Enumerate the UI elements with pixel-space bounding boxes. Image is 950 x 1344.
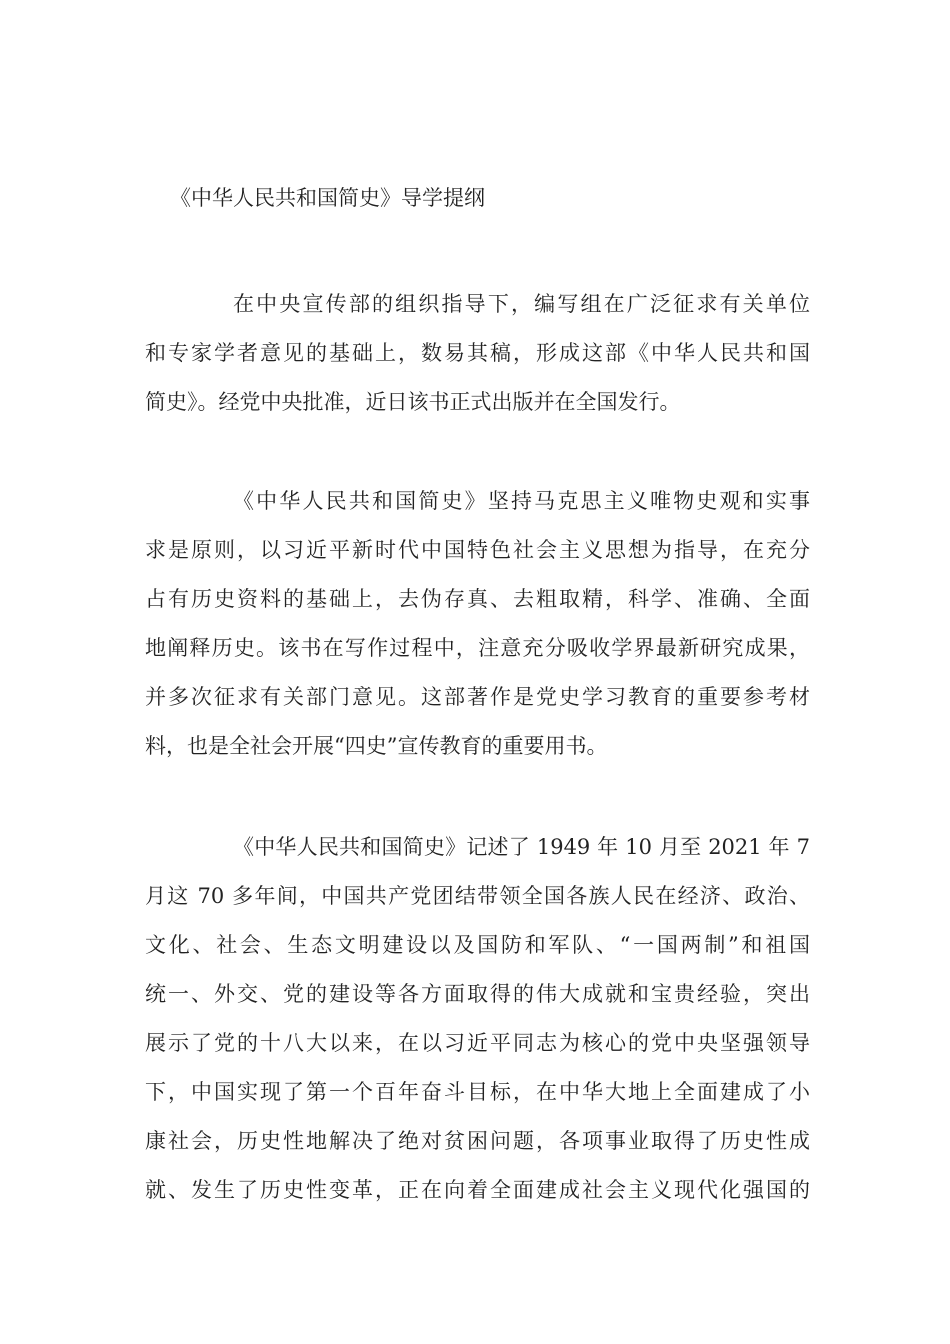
paragraph-line: 展示了党的十八大以来，在以习近平同志为核心的党中央坚强领导 (145, 1031, 810, 1055)
paragraph-line: 下，中国实现了第一个百年奋斗目标，在中华大地上全面建成了小 (145, 1080, 810, 1104)
paragraph-line: 简史》。经党中央批准，近日该书正式出版并在全国发行。 (145, 390, 681, 414)
paragraph-line: 月这 70 多年间，中国共产党团结带领全国各族人民在经济、政治、 (145, 884, 810, 908)
paragraph-2 (145, 477, 810, 771)
paragraph-line: 地阐释历史。该书在写作过程中，注意充分吸收学界最新研究成果， (145, 636, 810, 660)
document-title: 《中华人民共和国简史》导学提纲 (170, 186, 485, 210)
paragraph-line: 文化、社会、生态文明建设以及国防和军队、“一国两制”和祖国 (145, 933, 810, 957)
paragraph-line: 和专家学者意见的基础上，数易其稿，形成这部《中华人民共和国 (145, 341, 810, 365)
paragraph-line: 就、发生了历史性变革，正在向着全面建成社会主义现代化强国的 (145, 1178, 810, 1202)
paragraph-line: 《中华人民共和国简史》记述了 1949 年 10 月至 2021 年 7 (233, 835, 810, 859)
paragraph-line: 占有历史资料的基础上，去伪存真、去粗取精，科学、准确、全面 (145, 587, 810, 611)
paragraph-line: 康社会，历史性地解决了绝对贫困问题，各项事业取得了历史性成 (145, 1129, 810, 1153)
paragraph-line: 并多次征求有关部门意见。这部著作是党史学习教育的重要参考材 (145, 685, 810, 709)
paragraph-line: 《中华人民共和国简史》坚持马克思主义唯物史观和实事 (233, 489, 810, 513)
paragraph-line: 求是原则，以习近平新时代中国特色社会主义思想为指导，在充分 (145, 538, 810, 562)
paragraph-line: 统一、外交、党的建设等各方面取得的伟大成就和宝贵经验，突出 (145, 982, 810, 1006)
paragraph-3 (145, 823, 810, 1215)
paragraph-line: 在中央宣传部的组织指导下，编写组在广泛征求有关单位 (233, 292, 810, 316)
paragraph-1 (145, 280, 810, 427)
paragraph-line: 料，也是全社会开展“四史”宣传教育的重要用书。 (145, 734, 608, 758)
